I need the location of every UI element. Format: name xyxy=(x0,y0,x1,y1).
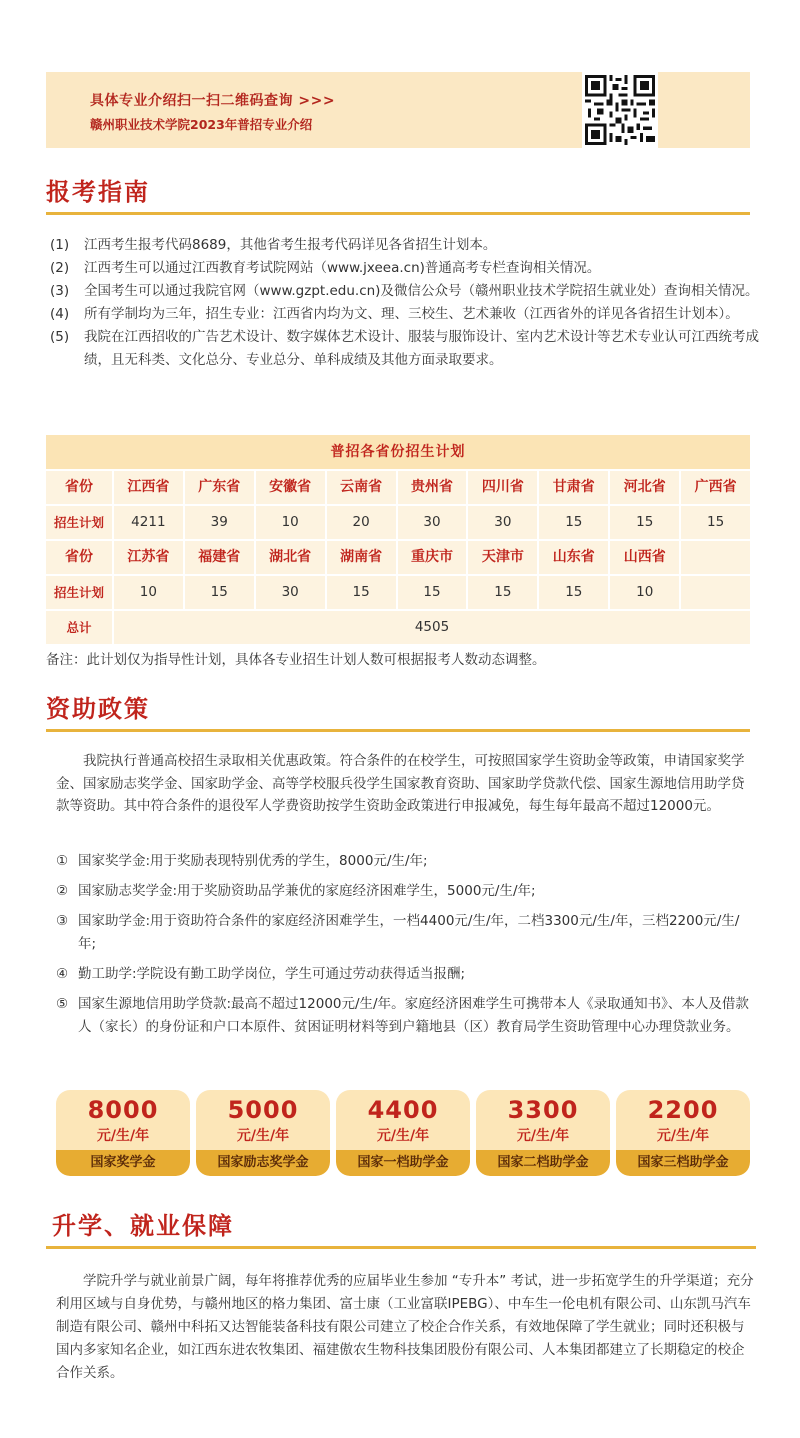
list-item xyxy=(56,850,756,873)
item-number: (2) xyxy=(50,260,70,276)
badge-unit: 元/生/年 xyxy=(656,1128,710,1144)
table-cell: 招生计划 xyxy=(53,585,104,600)
table-cell: 总计 xyxy=(66,620,92,635)
table-cell: 省份 xyxy=(64,549,93,565)
badge-name: 国家奖学金 xyxy=(56,1150,190,1176)
aid-badge xyxy=(196,1090,330,1176)
table-cell: 福建省 xyxy=(183,541,254,574)
list-item xyxy=(56,993,756,1039)
table-row xyxy=(46,504,750,539)
badge-name: 国家三档助学金 xyxy=(616,1150,750,1176)
table-cell: 15 xyxy=(396,576,467,609)
item-text: 国家生源地信用助学贷款:最高不超过12000元/生/年。家庭经济困难学生可携带本人《录取通知书》、本人及借款人（家长）的身份证和户口本原件、贫困证明材料等到户籍地县（区）教育局学生资助管理中心办理贷款业务。 xyxy=(78,996,749,1035)
badge-unit: 元/生/年 xyxy=(236,1128,290,1144)
table-cell: 15 xyxy=(466,576,537,609)
list-item xyxy=(50,280,760,303)
table-cell: 15 xyxy=(183,576,254,609)
table-cell: 湖南省 xyxy=(325,541,396,574)
table-row-total xyxy=(46,609,750,644)
badge-amount: 5000 xyxy=(227,1096,299,1124)
item-number: (5) xyxy=(50,329,70,345)
table-cell: 云南省 xyxy=(325,471,396,504)
aid-badge xyxy=(336,1090,470,1176)
table-cell: 甘肃省 xyxy=(537,471,608,504)
enrollment-plan-table xyxy=(46,435,750,644)
badge-name: 国家一档助学金 xyxy=(336,1150,470,1176)
item-text: 国家励志奖学金:用于奖励资助品学兼优的家庭经济困难学生，5000元/生/年; xyxy=(78,883,536,899)
table-cell: 天津市 xyxy=(466,541,537,574)
item-number: ⑤ xyxy=(56,996,69,1012)
table-row xyxy=(46,539,750,574)
career-text: 学院升学与就业前景广阔，每年将推荐优秀的应届毕业生参加 “专升本” 考试，进一步拓宽学生的升学渠道；充分利用区域与自身优势，与赣州地区的格力集团、富士康（工业富联IPEBG）、中车生一伦电机有限公司、山东凯马汽车制造有限公司、赣州中科拓又达智能装备科技有限公司建立了校企合作关系，有效地保障了学生就业；同时还积极与国内多家知名企业，如江西东进农牧集团、福建傲农生物科技集团股份有限公司、人本集团都建立了长期稳定的校企合作关系。 xyxy=(56,1273,754,1381)
table-cell xyxy=(679,541,750,574)
item-text: 全国考生可以通过我院官网（www.gzpt.edu.cn)及微信公众号（赣州职业技术学院招生就业处）查询相关情况。 xyxy=(84,283,759,299)
list-item xyxy=(50,257,760,280)
aid-badge xyxy=(616,1090,750,1176)
item-number: ② xyxy=(56,883,69,899)
qr-banner xyxy=(46,72,750,148)
section-title-career: 升学、就业保障 xyxy=(52,1212,234,1240)
table-cell: 10 xyxy=(254,506,325,539)
table-cell: 15 xyxy=(679,506,750,539)
guide-list xyxy=(50,234,760,372)
item-number: (3) xyxy=(50,283,70,299)
item-text: 勤工助学:学院设有勤工助学岗位，学生可通过劳动获得适当报酬; xyxy=(78,966,466,982)
badge-unit: 元/生/年 xyxy=(96,1128,150,1144)
table-cell: 30 xyxy=(466,506,537,539)
table-row xyxy=(46,469,750,504)
item-text: 江西考生可以通过江西教育考试院网站（www.jxeea.cn)普通高考专栏查询相关情况。 xyxy=(84,260,601,276)
table-cell: 广西省 xyxy=(679,471,750,504)
section-divider xyxy=(46,729,750,732)
table-cell: 山西省 xyxy=(608,541,679,574)
item-text: 所有学制均为三年，招生专业：江西省内均为文、理、三校生、艺术兼收（江西省外的详见各省招生计划本）。 xyxy=(84,306,739,322)
item-number: ④ xyxy=(56,966,69,982)
item-number: (4) xyxy=(50,306,70,322)
table-cell: 招生计划 xyxy=(53,515,104,530)
item-number: ③ xyxy=(56,913,69,929)
table-cell: 30 xyxy=(254,576,325,609)
badge-amount: 2200 xyxy=(647,1096,719,1124)
item-text: 我院在江西招收的广告艺术设计、数字媒体艺术设计、服装与服饰设计、室内艺术设计等艺术专业认可江西统考成绩，且无科类、文化总分、专业总分、单科成绩及其他方面录取要求。 xyxy=(84,329,759,368)
table-title: 普招各省份招生计划 xyxy=(46,435,750,469)
list-item xyxy=(50,303,760,326)
table-cell: 15 xyxy=(325,576,396,609)
table-cell xyxy=(679,576,750,609)
table-cell-total: 4505 xyxy=(112,611,750,644)
table-cell: 江苏省 xyxy=(112,541,183,574)
badge-unit: 元/生/年 xyxy=(376,1128,430,1144)
aid-badges xyxy=(56,1090,752,1176)
badge-unit: 元/生/年 xyxy=(516,1128,570,1144)
list-item xyxy=(56,910,756,956)
item-number: (1) xyxy=(50,237,70,253)
table-cell: 省份 xyxy=(64,479,93,495)
table-cell: 15 xyxy=(537,506,608,539)
table-cell: 15 xyxy=(608,506,679,539)
badge-amount: 8000 xyxy=(87,1096,159,1124)
item-text: 国家奖学金:用于奖励表现特别优秀的学生，8000元/生/年; xyxy=(78,853,428,869)
qr-code-icon[interactable] xyxy=(582,72,658,148)
list-item xyxy=(50,326,760,372)
aid-badge xyxy=(56,1090,190,1176)
list-item xyxy=(56,963,756,986)
list-item xyxy=(50,234,760,257)
table-cell: 39 xyxy=(183,506,254,539)
table-cell: 10 xyxy=(112,576,183,609)
plan-note: 备注：此计划仅为指导性计划，具体各专业招生计划人数可根据报考人数动态调整。 xyxy=(46,652,546,668)
badge-name: 国家二档助学金 xyxy=(476,1150,610,1176)
badge-name: 国家励志奖学金 xyxy=(196,1150,330,1176)
qr-banner-subtitle: 赣州职业技术学院2023年普招专业介绍 xyxy=(90,117,313,132)
qr-banner-title: 具体专业介绍扫一扫二维码查询 >>> xyxy=(90,93,336,109)
section-divider xyxy=(46,212,750,215)
table-cell: 四川省 xyxy=(466,471,537,504)
table-cell: 江西省 xyxy=(112,471,183,504)
aid-intro: 我院执行普通高校招生录取相关优惠政策。符合条件的在校学生，可按照国家学生资助金等政策，申请国家奖学金、国家励志奖学金、国家助学金、高等学校服兵役学生国家教育资助、国家助学贷款代偿、国家生源地信用助学贷款等资助。其中符合条件的退役军人学费资助按学生资助金政策进行申报减免，每生每年最高不超过12000元。 xyxy=(56,753,745,814)
list-item xyxy=(56,880,756,903)
table-cell: 河北省 xyxy=(608,471,679,504)
item-number: ① xyxy=(56,853,69,869)
table-cell: 广东省 xyxy=(183,471,254,504)
table-cell: 重庆市 xyxy=(396,541,467,574)
badge-amount: 3300 xyxy=(507,1096,579,1124)
table-cell: 10 xyxy=(608,576,679,609)
section-title-guide: 报考指南 xyxy=(46,178,150,206)
item-text: 国家助学金:用于资助符合条件的家庭经济困难学生，一档4400元/生/年，二档3300元/生/年，三档2200元/生/年; xyxy=(78,913,740,952)
table-cell: 15 xyxy=(537,576,608,609)
section-divider xyxy=(46,1246,756,1249)
table-row xyxy=(46,574,750,609)
section-title-aid: 资助政策 xyxy=(46,695,150,723)
aid-badge xyxy=(476,1090,610,1176)
aid-list xyxy=(56,850,756,1046)
table-cell: 山东省 xyxy=(537,541,608,574)
table-cell: 4211 xyxy=(112,506,183,539)
table-cell: 安徽省 xyxy=(254,471,325,504)
item-text: 江西考生报考代码8689，其他省考生报考代码详见各省招生计划本。 xyxy=(84,237,497,253)
table-cell: 30 xyxy=(396,506,467,539)
badge-amount: 4400 xyxy=(367,1096,439,1124)
table-cell: 贵州省 xyxy=(396,471,467,504)
table-cell: 湖北省 xyxy=(254,541,325,574)
table-cell: 20 xyxy=(325,506,396,539)
